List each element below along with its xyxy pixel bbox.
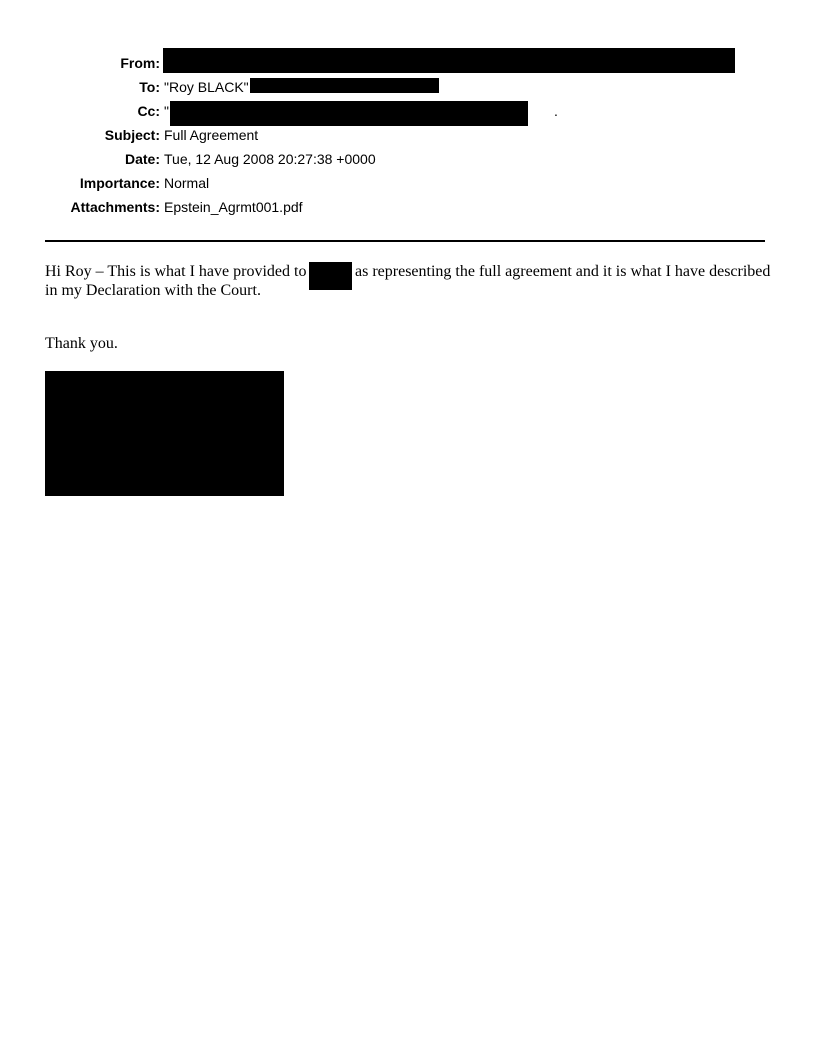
- attachments-label: Attachments:: [70, 199, 160, 215]
- cc-label: Cc:: [137, 103, 160, 119]
- subject-row: [0, 124, 816, 146]
- cc-value: ": [164, 103, 169, 119]
- attachments-row: [0, 196, 816, 218]
- importance-label: Importance:: [79, 175, 160, 191]
- importance-value: Normal: [164, 175, 210, 191]
- body-line-2: in my Declaration with the Court.: [45, 282, 261, 299]
- from-label: From:: [120, 55, 160, 71]
- header-divider: [45, 240, 765, 242]
- signature-redaction: [45, 371, 284, 496]
- cc-redaction: [170, 101, 528, 126]
- body-line-1-end: as representing the full agreement and it is what I have described: [355, 263, 771, 280]
- to-value: "Roy BLACK": [164, 79, 249, 95]
- closing-text: Thank you.: [45, 335, 118, 352]
- date-row: [0, 148, 816, 170]
- to-email-redaction: [250, 78, 439, 93]
- date-value: Tue, 12 Aug 2008 20:27:38 +0000: [164, 151, 376, 167]
- from-redaction: [163, 48, 735, 73]
- recipient-redaction: [309, 262, 352, 290]
- subject-label: Subject:: [104, 127, 160, 143]
- body-line-1-start: Hi Roy – This is what I have provided to: [45, 263, 307, 280]
- importance-row: [0, 172, 816, 194]
- cc-trailing-dot: .: [554, 103, 558, 119]
- date-label: Date:: [124, 151, 160, 167]
- to-label: To:: [139, 79, 160, 95]
- attachments-value: Epstein_Agrmt001.pdf: [164, 199, 303, 215]
- subject-value: Full Agreement: [164, 127, 259, 143]
